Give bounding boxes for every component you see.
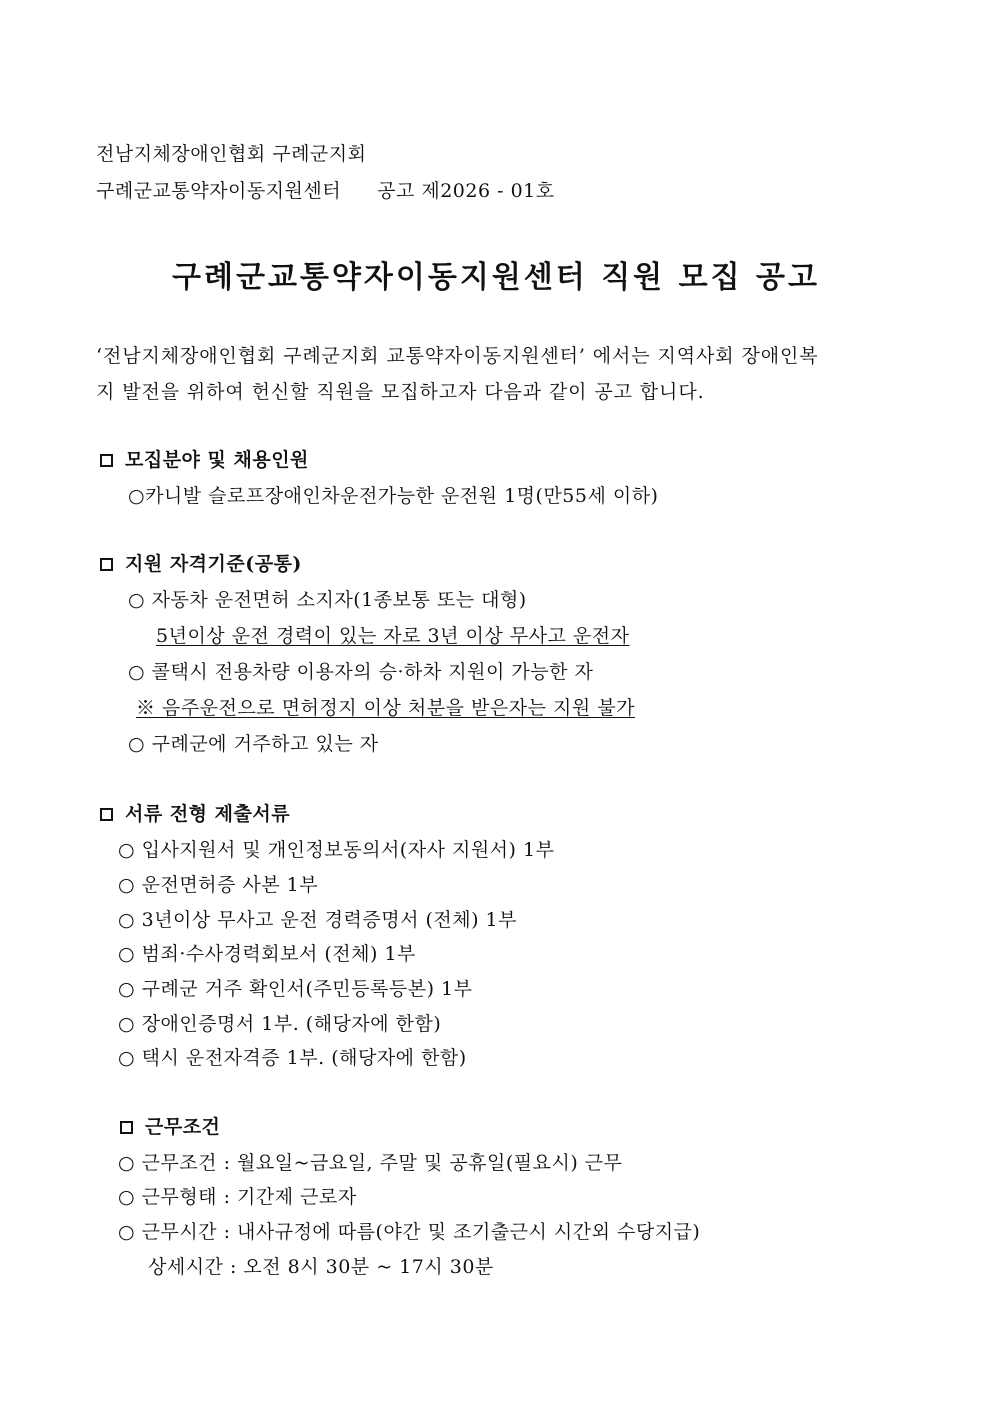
section-recruit-title: 모집분야 및 채용인원 [125,449,309,471]
section-conditions-heading [120,1115,220,1139]
section-qualification-title: 지원 자격기준(공통) [125,553,302,575]
document-item: ○ 3년이상 무사고 운전 경력증명서 (전체) 1부 [118,909,517,931]
notice-number: 공고 제2026 - 01호 [377,180,555,202]
qualification-item-license: ○ 자동차 운전면허 소지자(1종보통 또는 대형) [128,589,527,611]
condition-item: ○ 근무형태 : 기간제 근로자 [118,1186,357,1208]
condition-item: ○ 근무조건 : 월요일~금요일, 주말 및 공휴일(필요시) 근무 [118,1152,623,1174]
condition-detail-hours: 상세시간 : 오전 8시 30분 ~ 17시 30분 [148,1256,494,1278]
document-item: ○ 구례군 거주 확인서(주민등록등본) 1부 [118,978,473,1000]
intro-line-2: 지 발전을 위하여 헌신할 직원을 모집하고자 다음과 같이 공고 합니다. [96,381,705,403]
checkbox-square-icon [100,808,113,821]
checkbox-square-icon [100,558,113,571]
document-item: ○ 입사지원서 및 개인정보동의서(자사 지원서) 1부 [118,839,555,861]
document-item: ○ 운전면허증 사본 1부 [118,874,319,896]
page-title: 구례군교통약자이동지원센터 직원 모집 공고 [172,260,820,295]
qualification-item-residence: ○ 구례군에 거주하고 있는 자 [128,733,379,755]
section-recruit-heading [100,448,309,472]
checkbox-square-icon [100,454,113,467]
document-item: ○ 장애인증명서 1부. (해당자에 한함) [118,1013,442,1035]
condition-item: ○ 근무시간 : 내사규정에 따름(야간 및 조기출근시 시간외 수당지급) [118,1221,701,1243]
qualification-note-dui: ※ 음주운전으로 면허정지 이상 처분을 받은자는 지원 불가 [136,697,635,719]
document-item: ○ 범죄·수사경력회보서 (전체) 1부 [118,943,416,965]
section-documents-heading [100,802,290,826]
qualification-item-assist: ○ 콜택시 전용차량 이용자의 승·하차 지원이 가능한 자 [128,661,594,683]
org-name: 전남지체장애인협회 구례군지회 [96,143,367,165]
section-qualification-heading [100,552,302,576]
notice-header [96,179,555,203]
section-conditions-title: 근무조건 [145,1116,221,1138]
center-name: 구례군교통약자이동지원센터 [96,180,342,202]
document-item: ○ 택시 운전자격증 1부. (해당자에 한함) [118,1047,467,1069]
intro-line-1: ‘전남지체장애인협회 구례군지회 교통약자이동지원센터’ 에서는 지역사회 장애인복 [96,345,819,367]
qualification-item-experience: 5년이상 운전 경력이 있는 자로 3년 이상 무사고 운전자 [156,625,630,647]
section-documents-title: 서류 전형 제출서류 [125,803,291,825]
checkbox-square-icon [120,1121,133,1134]
recruit-item: ○카니발 슬로프장애인차운전가능한 운전원 1명(만55세 이하) [128,485,659,507]
